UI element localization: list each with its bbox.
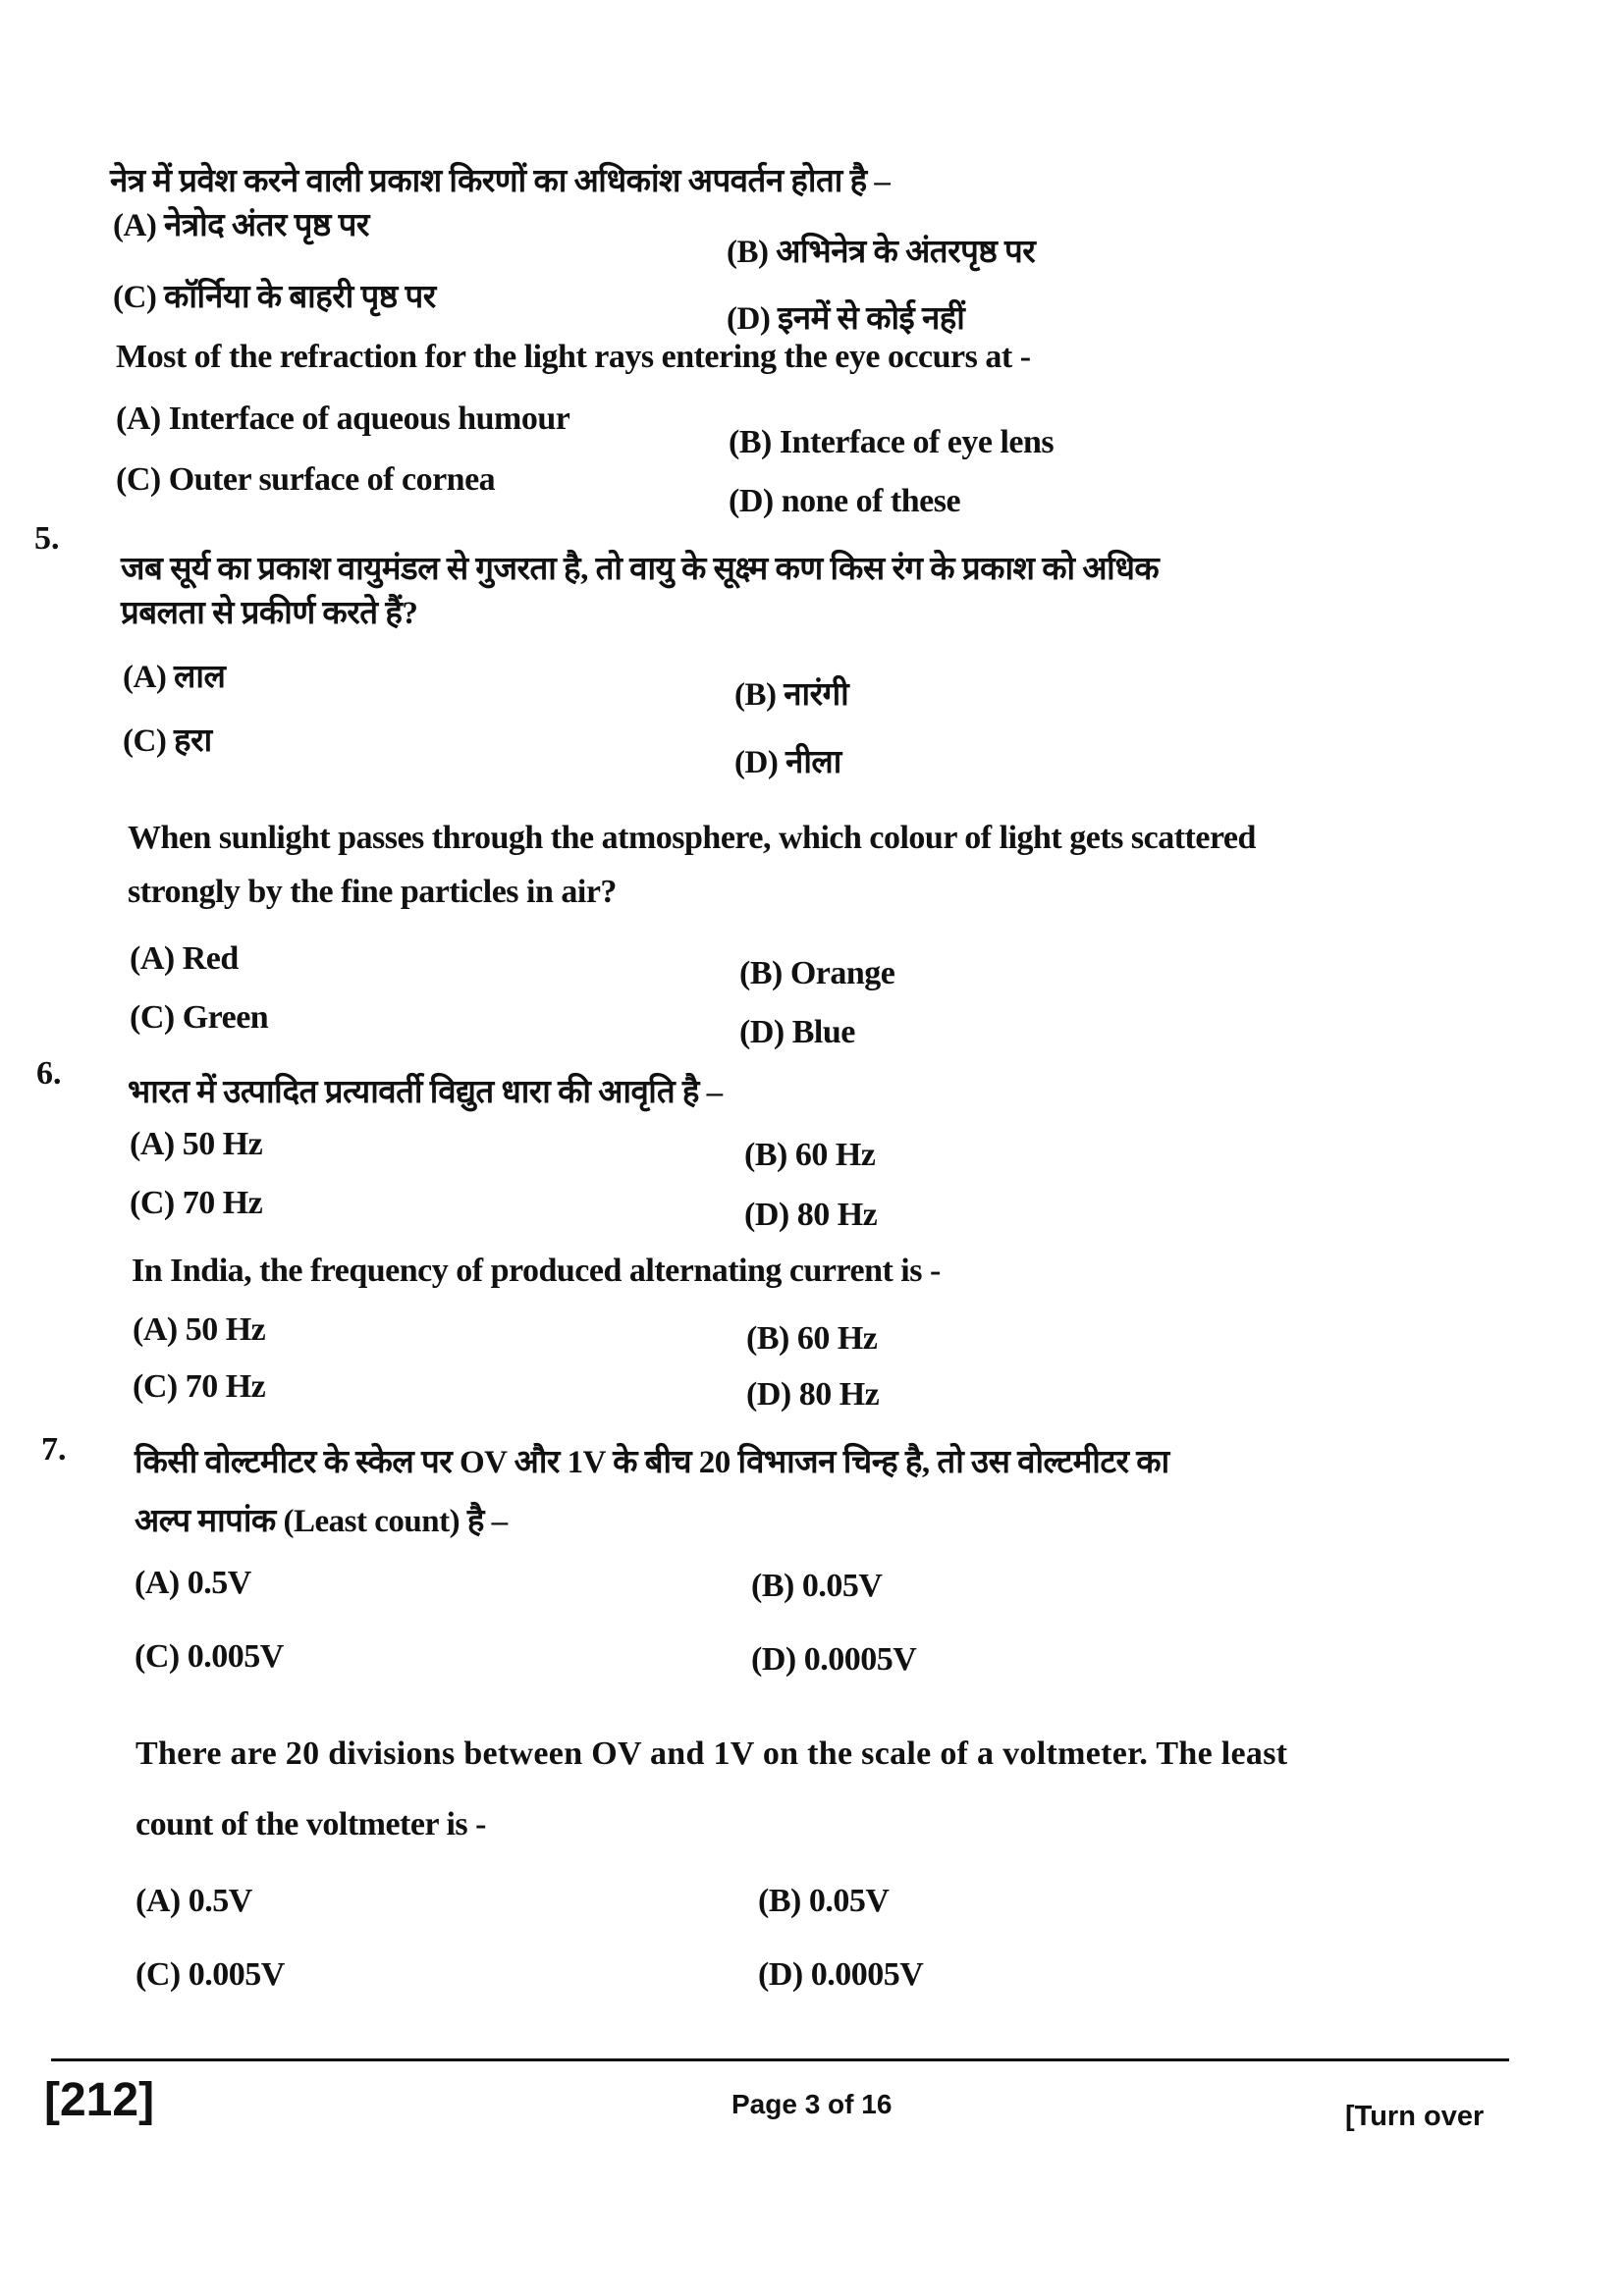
q4-hindi-question: नेत्र में प्रवेश करने वाली प्रकाश किरणों का अधिकांश अपवर्तन होता है – — [110, 164, 891, 199]
q5-english-option-a: (A) Red — [130, 940, 239, 977]
q4-english-option-d: (D) none of these — [729, 483, 961, 519]
q4-english-option-a: (A) Interface of aqueous humour — [116, 400, 570, 437]
q5-english-line2: strongly by the fine particles in air? — [128, 874, 617, 910]
q4-hindi-option-c: (C) कॉर्निया के बाहरी पृष्ठ पर — [113, 280, 436, 315]
q6-hindi-option-c: (C) 70 Hz — [130, 1185, 263, 1221]
q5-english-option-b: (B) Orange — [739, 955, 895, 991]
q5-hindi-option-c: (C) हरा — [123, 723, 212, 759]
q6-english-option-a: (A) 50 Hz — [133, 1311, 266, 1348]
q6-english-option-b: (B) 60 Hz — [746, 1320, 878, 1357]
q5-hindi-option-d: (D) नीला — [734, 745, 841, 780]
q6-english-option-d: (D) 80 Hz — [746, 1376, 880, 1413]
q5-hindi-line2: प्रबलता से प्रकीर्ण करते हैं? — [121, 596, 418, 631]
q7-english-option-a: (A) 0.5V — [135, 1883, 252, 1919]
q6-hindi-option-b: (B) 60 Hz — [744, 1137, 876, 1173]
q5-hindi-option-a: (A) लाल — [123, 660, 226, 695]
q5-english-option-c: (C) Green — [130, 999, 269, 1036]
q6-english-option-c: (C) 70 Hz — [133, 1368, 266, 1405]
q6-number: 6. — [36, 1055, 62, 1092]
q7-hindi-line2: अल्प मापांक (Least count) है – — [135, 1504, 508, 1539]
q4-english-option-c: (C) Outer surface of cornea — [116, 461, 496, 498]
q4-hindi-option-b: (B) अभिनेत्र के अंतरपृष्ठ पर — [727, 235, 1036, 270]
q7-english-line1: There are 20 divisions between OV and 1V on the scale of a voltmeter. The least — [135, 1735, 1288, 1772]
turn-over-label: [Turn over — [1345, 2101, 1485, 2132]
q5-number: 5. — [34, 520, 60, 557]
q7-hindi-option-a: (A) 0.5V — [135, 1565, 251, 1601]
q6-english-question: In India, the frequency of produced alternating current is - — [132, 1253, 941, 1289]
q7-english-line2: count of the voltmeter is - — [135, 1806, 486, 1842]
q7-hindi-line1: किसी वोल्टमीटर के स्केल पर OV और 1V के बीच 20 विभाजन चिन्ह है, तो उस वोल्टमीटर का — [135, 1445, 1169, 1480]
q7-number: 7. — [41, 1431, 67, 1468]
q6-hindi-question: भारत में उत्पादित प्रत्यावर्ती विद्युत धारा की आवृति है – — [128, 1075, 723, 1110]
q7-english-option-b: (B) 0.05V — [758, 1883, 890, 1919]
q7-english-option-d: (D) 0.0005V — [758, 1956, 924, 1993]
footer-divider — [51, 2058, 1509, 2061]
q5-english-option-d: (D) Blue — [739, 1014, 855, 1050]
q6-hindi-option-a: (A) 50 Hz — [130, 1126, 263, 1162]
q7-hindi-option-b: (B) 0.05V — [751, 1568, 883, 1604]
paper-code: [212] — [44, 2074, 155, 2126]
q6-hindi-option-d: (D) 80 Hz — [744, 1197, 878, 1233]
q4-hindi-option-a: (A) नेत्रोद अंतर पृष्ठ पर — [113, 208, 369, 243]
q7-hindi-option-d: (D) 0.0005V — [751, 1641, 917, 1678]
q5-hindi-line1: जब सूर्य का प्रकाश वायुमंडल से गुजरता है, तो वायु के सूक्ष्म कण किस रंग के प्रकाश को अधिक — [121, 552, 1160, 587]
q5-english-line1: When sunlight passes through the atmosphere, which colour of light gets scattered — [128, 820, 1256, 856]
q4-english-question: Most of the refraction for the light rays entering the eye occurs at - — [116, 339, 1031, 375]
q7-hindi-option-c: (C) 0.005V — [135, 1638, 284, 1675]
page-number: Page 3 of 16 — [731, 2089, 893, 2119]
q7-english-option-c: (C) 0.005V — [135, 1956, 285, 1993]
q4-hindi-option-d: (D) इनमें से कोई नहीं — [727, 301, 965, 337]
q5-hindi-option-b: (B) नारंगी — [734, 677, 849, 713]
q4-english-option-b: (B) Interface of eye lens — [729, 424, 1055, 460]
